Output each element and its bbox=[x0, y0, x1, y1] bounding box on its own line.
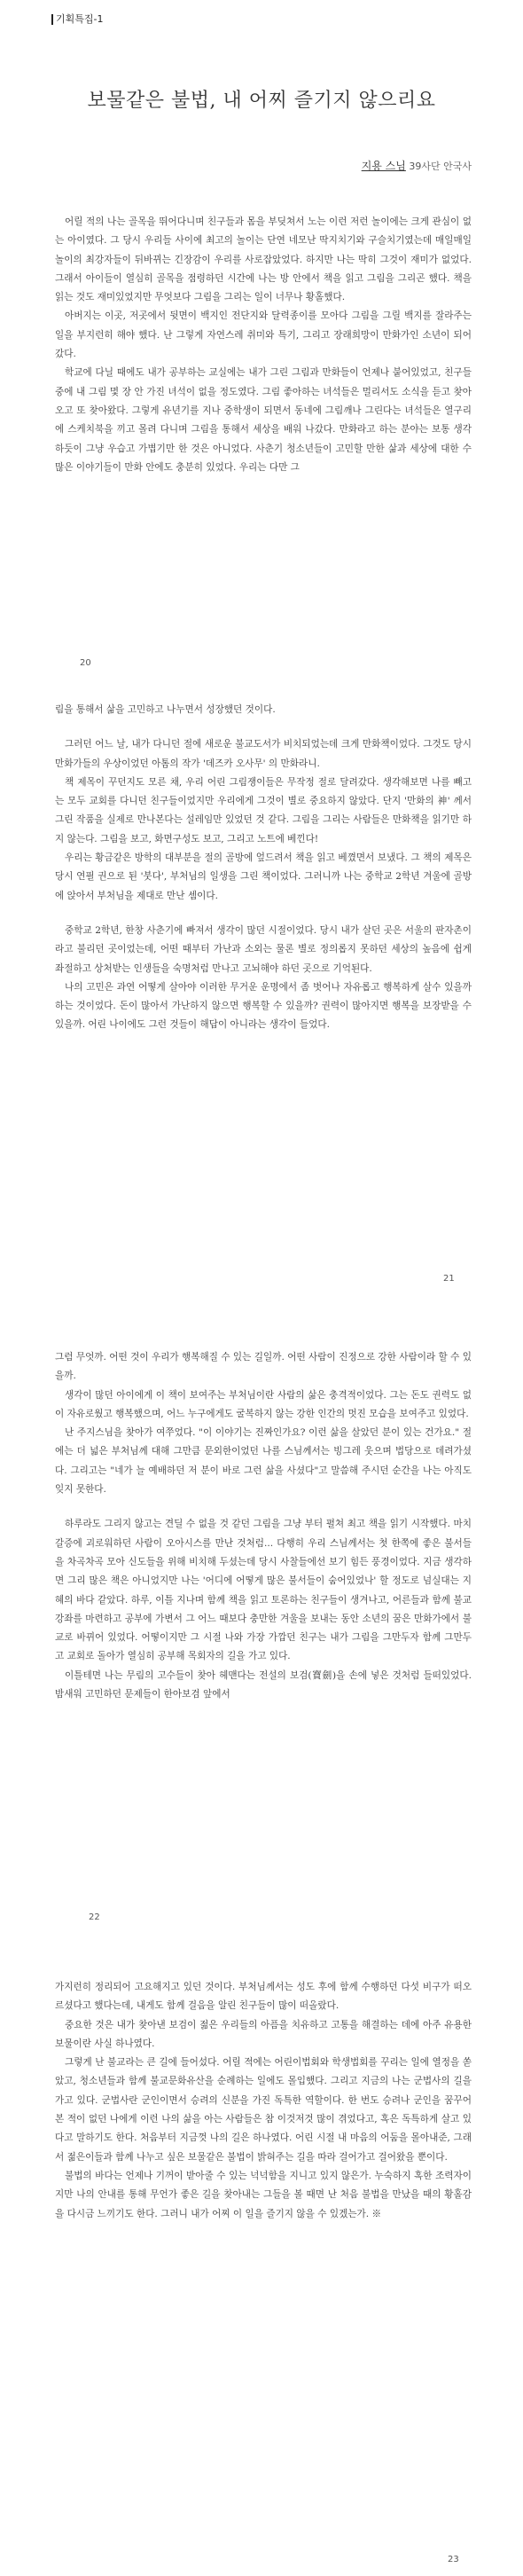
author-affiliation: 39사단 안국사 bbox=[409, 161, 472, 172]
page-1-body bbox=[55, 213, 472, 477]
page-number: 23 bbox=[448, 2555, 459, 2564]
paragraph: 우리는 황금같은 방학의 대부분을 절의 골방에 엎드려서 책을 읽고 베꼈면서 보냈다. 그 책의 제목은 당시 연필 권으로 된 '붓다', 부처님의 일생을 그린 책이었다. 그러니까 나는 중학교 2학년 겨울에 골방에 앉아서 부처님을 제대로 만난 셈이다. bbox=[55, 852, 472, 901]
page-number: 22 bbox=[89, 1912, 100, 1922]
page-2-body bbox=[55, 701, 472, 1035]
page-number: 21 bbox=[443, 1274, 455, 1284]
page-3-body bbox=[55, 1348, 472, 1704]
author-byline bbox=[362, 158, 472, 173]
page-number: 20 bbox=[80, 658, 91, 668]
article-title: 보물같은 불법, 내 어찌 즐기지 않으리요 bbox=[87, 90, 436, 112]
paragraph: 중요한 것은 내가 찾아낸 보검이 젊은 우리들의 아픔을 치유하고 고통을 해결하는 데에 아주 유용한 보물이란 사실 하나였다. bbox=[55, 2019, 472, 2049]
paragraph: 림을 통해서 삶을 고민하고 나누면서 성장했던 것이다. bbox=[55, 704, 276, 715]
paragraph: 아버지는 이곳, 저곳에서 뒷면이 백지인 전단지와 달력종이를 모아다 그림을 그릴 백지를 잘라주는 일을 부지런히 해야 했다. 난 그렇게 자연스레 취미와 특기, 그리고 장래희망이 만화가인 소년이 되어갔다. bbox=[55, 310, 472, 360]
page-4-body bbox=[55, 1978, 472, 2224]
paragraph: 그럼 무엇까. 어떤 것이 우리가 행복해질 수 있는 길일까. 어떤 사람이 진정으로 강한 사람이라 할 수 있을까. bbox=[55, 1352, 472, 1382]
paragraph: 이틀테면 나는 무림의 고수들이 찾아 헤맨다는 전설의 보검(寶劍)을 손에 넣은 것처럼 들떠있었다. 밤새워 고민하던 문제들이 한아보검 앞에서 bbox=[55, 1669, 472, 1700]
paragraph: 하루라도 그리지 않고는 견딜 수 없을 것 같던 그림을 그냥 부터 펼쳐 최고 책을 읽기 시작했다. 마치 갈증에 괴로워하던 사람이 오아시스를 만난 것처럼... 다행히 우리 스님께서는 첫 한쪽에 좋은 불서들을 차곡차곡 모아 신도들을 위해 비치해 두셨는데 당시 사찰들에선 보기 힘든 풍경이었다. 지금 생각하면 그리 많은 책은 아니었지만 나는 '어디에 어떻게 많은 불서들이 숨어있었나' 할 정도로 넘실대는 지혜의 바다 같았다. 하루, 이틀 지나며 함께 책을 읽고 토론하는 친구들이 생겨나고, 어른들과 함께 불교강좌를 마련하고 공부에 가변서 그 어느 때보다 충만한 겨울을 보내는 동안 소년의 꿈은 만화가에서 불교로 바뀌어 있었다. 어떻이지만 그 시절 나와 가장 가깝던 친구는 내가 그림을 그만두자 함께 그만두고 교회로 돌아가 열심히 공부해 목회자의 길을 가고 있다. bbox=[55, 1519, 472, 1662]
paragraph: 생각이 많던 아이에게 이 책이 보여주는 부처님이란 사람의 삶은 충격적이었다. 그는 돈도 권력도 없이 자유로웠고 행복했으며, 어느 누구에게도 굴복하지 않는 강한 인간의 멋진 모습을 보여주고 있었다. bbox=[55, 1389, 472, 1419]
paragraph: 불법의 바다는 언제나 기꺼이 받아줄 수 있는 넉넉함을 지니고 있지 않은가. 누숙하지 혹한 조력자이지만 나의 안내를 통해 무언가 좋은 길을 찾아내는 그들을 볼 때면 난 처음 불법을 만났을 때의 황홀감을 다시금 느끼기도 한다. 그러니 내가 어찌 이 일을 즐기지 않을 수 있겠는가. ※ bbox=[55, 2170, 472, 2219]
author-name: 지용 스님 bbox=[361, 160, 406, 172]
section-label: 기획특집-1 bbox=[51, 14, 103, 25]
paragraph: 학교에 다닐 때에도 내가 공부하는 교실에는 내가 그린 그림과 만화들이 언제나 붙어있었고, 친구들 중에 내 그림 몇 장 안 가진 녀석이 없을 정도였다. 그림 좋아하는 녀석들은 멀리서도 소식을 듣고 찾아오고 또 찾아왔다. 그렇게 유년기를 지나 중학생이 되면서 동네에 그림깨나 그린다는 녀석들은 열구리에 스케치북을 끼고 몰려 다니며 그림을 통해서 세상을 배워 나갔다. 만화라고 하는 분야는 보통 생각하듯이 그냥 우습고 가볍기만 한 것은 아니었다. 사춘기 청소년들이 고민할 만한 삶과 세상에 대한 수많은 이야기들이 만화 안에도 충분히 있었다. 우리는 다만 그 bbox=[55, 367, 472, 473]
paragraph: 책 제목이 꾸던지도 모른 채, 우리 어린 그림쟁이들은 무작정 절로 달려갔다. 생각해보면 나를 빼고는 모두 교회를 다니던 친구들이었지만 우리에게 그것이 별로 중요하지 않았다. 단지 '만화의 神' 께서 그린 작품을 실제로 만나본다는 설레임만 있었던 것 같다. 그림을 그리는 사람들은 만화책을 읽기만 하지 않는다. 그림을 보고, 화면구성도 보고, 그리고 노트에 베낀다! bbox=[55, 776, 472, 844]
paragraph: 어릴 적의 나는 골목을 뛰어다니며 친구들과 몸을 부딪쳐서 노는 이런 저런 놀이에는 크게 관심이 없는 아이였다. 그 당시 우리들 사이에 최고의 놀이는 단연 네모난 딱지치기와 구슬치기였는데 매일매일 놀이의 최강자들이 뒤바뀌는 긴장감이 우리를 사로잡았었다. 하지만 나는 딱히 그것이 재미가 없었다. 그래서 아이들이 열심히 골목을 점령하던 시간에 나는 방 안에서 책을 읽고 그림을 그리곤 했다. 책을 읽는 것도 재미있었지만 무엇보다 그림을 그리는 일이 너무나 황홀했다. bbox=[55, 216, 472, 303]
paragraph: 그렇게 난 불교라는 큰 길에 들어섰다. 어릴 적에는 어린이법회와 학생법회를 꾸리는 일에 열정을 쏟았고, 청소년들과 함께 불교문화유산을 순례하는 일에도 몰입했다. 그리고 지금의 나는 군법사의 길을 가고 있다. 군법사란 군인이면서 승려의 신분을 가진 독특한 역할이다. 한 번도 승려나 군인을 꿈꾸어본 적이 없던 나에게 이런 나의 삶을 아는 사람들은 참 이것저것 많이 겪었다고, 혹은 독특하게 살고 있다고 말하기도 한다. 처음부터 지금껏 나의 길은 하나였다. 어린 시절 내 마음의 어둠을 몰아내준, 그래서 젊은이들과 함께 나누고 싶은 보물같은 불법이 밝혀주는 길을 따라 걸어가고 걸어왔을 뿐이다. bbox=[55, 2057, 472, 2163]
paragraph: 난 주지스님을 찾아가 여쭈었다. "이 이야기는 진짜인가요? 이런 삶을 살았던 분이 있는 건가요." 절에는 더 넓은 부처님께 대해 그만큼 문외한이었던 나를 스님께서는 빙그레 웃으며 법당으로 데려가셨다. 그리고는 "네가 늘 예배하던 저 분이 바로 그런 삶을 사셨다"고 말씀해 주시던 순간을 나는 아직도 잊지 못한다. bbox=[55, 1427, 472, 1496]
paragraph: 가지런히 정리되어 고요해지고 있던 것이다. 부처님께서는 성도 후에 함께 수행하던 다섯 비구가 떠오르셨다고 했다는데, 내게도 함께 걸음을 알린 친구들이 많이 떠올랐다. bbox=[55, 1982, 472, 2012]
paragraph: 나의 고민은 과연 어떻게 살아야 이러한 무거운 운명에서 좀 벗어나 자유롭고 행복하게 살수 있을까 하는 것이었다. 돈이 많아서 가난하지 않으면 행복할 수 있을까? 권력이 많아지면 행복을 보장받을 수 있을까. 어린 나이에도 그런 것들이 해답이 아니라는 생각이 들었다. bbox=[55, 981, 472, 1031]
paragraph: 그러던 어느 날, 내가 다니던 절에 새로운 불교도서가 비치되었는데 크게 만화책이었다. 그것도 당시 만화가들의 우상이었던 아톰의 작가 '데즈카 오사무' 의 만화라니. bbox=[55, 739, 472, 769]
paragraph: 중학교 2학년, 한창 사춘기에 빠져서 생각이 많던 시절이었다. 당시 내가 살던 곳은 서울의 판자촌이라고 불리던 곳이었는데, 어떤 때부터 가난과 소외는 물론 별로 정의롭지 못하던 세상의 높음에 쉽게 좌절하고 상처받는 인생들을 숙명처럼 만나고 고뇌해야 하던 곳으로 기억된다. bbox=[55, 924, 472, 974]
